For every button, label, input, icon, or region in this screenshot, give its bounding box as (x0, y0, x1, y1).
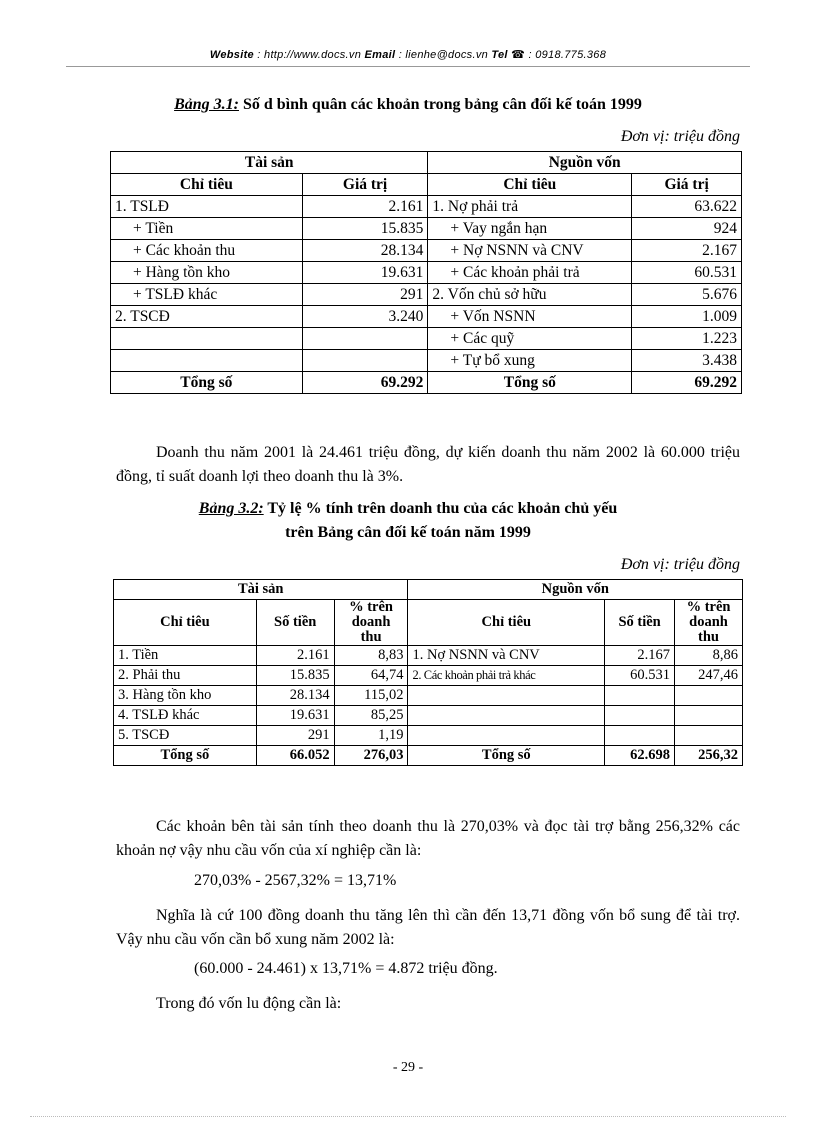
table1-group-assets: Tài sản (111, 152, 428, 174)
table-cell: + Các khoản phải trả (428, 262, 632, 284)
table-cell: 924 (632, 218, 742, 240)
table2 (113, 579, 743, 766)
formula-capital-need: 270,03% - 2567,32% = 13,71% (194, 872, 397, 889)
table-cell: 1. Nợ phải trả (428, 196, 632, 218)
table1-caption (0, 96, 816, 114)
table2-col-item: Chỉ tiêu (114, 600, 257, 646)
table-cell (408, 706, 605, 726)
table-cell (605, 726, 675, 746)
table2-total-row (114, 746, 743, 766)
table2-caption (0, 500, 816, 518)
table-cell (302, 328, 428, 350)
table2-total-label-2: Tổng số (408, 746, 605, 766)
table-cell: 15.835 (256, 666, 334, 686)
table-cell: 64,74 (334, 666, 408, 686)
table-row (111, 240, 742, 262)
table-cell (111, 328, 303, 350)
table2-col-pct (334, 600, 408, 646)
table-cell: + Tự bổ xung (428, 350, 632, 372)
page-bottom-border (30, 1116, 786, 1117)
table-cell: 3. Hàng tồn kho (114, 686, 257, 706)
table-cell: 28.134 (302, 240, 428, 262)
table-cell: 5.676 (632, 284, 742, 306)
table-cell (605, 686, 675, 706)
table2-group-row (114, 580, 743, 600)
table-cell: 8,86 (675, 646, 743, 666)
table2-group-sources: Nguồn vốn (408, 580, 743, 600)
table2-header-row (114, 600, 743, 646)
table2-total-assets-pct: 276,03 (334, 746, 408, 766)
table2-total-label: Tổng số (114, 746, 257, 766)
table-cell: 1. TSLĐ (111, 196, 303, 218)
table-cell: + Các khoản thu (111, 240, 303, 262)
table1-col-value: Giá trị (302, 174, 428, 196)
table1-unit: Đơn vị: triệu đồng (620, 128, 740, 145)
table2-caption-text: Tỷ lệ % tính trên doanh thu của các khoản chủ yếu (263, 500, 618, 517)
table1-group-sources: Nguồn vốn (428, 152, 742, 174)
paragraph-working-capital: Trong đó vốn lu động cần là: (156, 995, 342, 1012)
table-cell: 1. Tiền (114, 646, 257, 666)
table-cell: 3.438 (632, 350, 742, 372)
table-row (111, 218, 742, 240)
table-cell: + Hàng tồn kho (111, 262, 303, 284)
table-cell: 19.631 (256, 706, 334, 726)
table-cell (675, 706, 743, 726)
table2-col-pct-2 (675, 600, 743, 646)
table-row (114, 646, 743, 666)
table-row (111, 350, 742, 372)
table-row (114, 666, 743, 686)
table-cell: 115,02 (334, 686, 408, 706)
header-divider (66, 66, 750, 67)
table-row (111, 306, 742, 328)
table-cell: 4. TSLĐ khác (114, 706, 257, 726)
table-row (111, 284, 742, 306)
table-cell: + Vay ngắn hạn (428, 218, 632, 240)
table-cell: 60.531 (632, 262, 742, 284)
table2-col-pct-line1: % trên (349, 599, 393, 615)
table2-col-pct-line2: doanh (351, 614, 391, 630)
table-cell (302, 350, 428, 372)
table-cell: 2.167 (632, 240, 742, 262)
table-cell: 15.835 (302, 218, 428, 240)
table-row (111, 262, 742, 284)
table-cell: + Vốn NSNN (428, 306, 632, 328)
table-cell (675, 686, 743, 706)
table-cell (605, 706, 675, 726)
table-cell (408, 686, 605, 706)
table2-total-sources-pct: 256,32 (675, 746, 743, 766)
table-cell: 3.240 (302, 306, 428, 328)
table-cell (111, 350, 303, 372)
table-cell: 247,46 (675, 666, 743, 686)
table2-col-amount-2: Số tiền (605, 600, 675, 646)
paragraph-explanation: Nghĩa là cứ 100 đồng doanh thu tăng lên thì cần đến 13,71 đồng vốn bổ sung để tài trợ. Vậy nhu cầu vốn cần bổ xung năm 2002 là: (116, 907, 740, 948)
page-number: - 29 - (392, 1060, 424, 1075)
table1-header-row (111, 174, 742, 196)
table2-group-assets: Tài sản (114, 580, 408, 600)
table-cell: 2. Các khoản phải trả khác (408, 666, 605, 686)
table2-col-pct2-line1: % trên (686, 599, 731, 615)
table2-col-pct-line3: thu (360, 629, 382, 645)
table-cell: 1. Nợ NSNN và CNV (408, 646, 605, 666)
table-cell: 85,25 (334, 706, 408, 726)
table-cell: 1.223 (632, 328, 742, 350)
table2-caption-line2: trên Bảng cân đối kế toán năm 1999 (285, 524, 531, 541)
table-cell: + Tiền (111, 218, 303, 240)
table-row (114, 706, 743, 726)
table-cell: 2.161 (256, 646, 334, 666)
table1-total-row (111, 372, 742, 394)
paragraph-revenue: Doanh thu năm 2001 là 24.461 triệu đồng, dự kiến doanh thu năm 2002 là 60.000 triệu đồng, tỉ suất doanh lợi theo doanh thu là 3%. (116, 444, 740, 485)
table-cell: + Nợ NSNN và CNV (428, 240, 632, 262)
table-row (114, 726, 743, 746)
table-cell: 2.167 (605, 646, 675, 666)
paragraph-assets-ratio: Các khoản bên tài sản tính theo doanh thu là 270,03% và đọc tài trợ bằng 256,32% các khoản nợ vậy nhu cầu vốn của xí nghiệp cần là: (116, 818, 740, 859)
table-cell: 8,83 (334, 646, 408, 666)
table2-total-sources-amount: 62.698 (605, 746, 675, 766)
table-cell: 5. TSCĐ (114, 726, 257, 746)
table2-unit: Đơn vị: triệu đồng (620, 556, 740, 573)
table2-col-pct2-line3: thu (698, 629, 719, 645)
table-cell: 2.161 (302, 196, 428, 218)
table-cell: 1,19 (334, 726, 408, 746)
table1-total-label-2: Tổng số (428, 372, 632, 394)
table2-col-amount: Số tiền (256, 600, 334, 646)
table1-caption-label: Bảng 3.1: (174, 96, 239, 113)
table2-col-item-2: Chỉ tiêu (408, 600, 605, 646)
table-row (114, 686, 743, 706)
table-cell (408, 726, 605, 746)
tel-value: ☎ : 0918.775.368 (507, 49, 607, 61)
page-header (0, 48, 816, 61)
table1-col-item: Chỉ tiêu (111, 174, 303, 196)
website-label: Website (209, 49, 254, 61)
table1 (110, 151, 742, 394)
table-cell: 2. TSCĐ (111, 306, 303, 328)
table1-total-sources: 69.292 (632, 372, 742, 394)
tel-label: Tel (491, 49, 508, 61)
email-value: : lienhe@docs.vn (395, 49, 492, 61)
table1-group-row (111, 152, 742, 174)
table1-total-assets: 69.292 (302, 372, 428, 394)
table-cell: 2. Vốn chủ sở hữu (428, 284, 632, 306)
table-cell: 19.631 (302, 262, 428, 284)
table2-caption-label: Bảng 3.2: (198, 500, 264, 517)
table1-caption-text: Số d bình quân các khoản trong bảng cân đối kế toán 1999 (238, 96, 642, 113)
table1-col-item-2: Chỉ tiêu (428, 174, 632, 196)
table-cell: 291 (302, 284, 428, 306)
table-cell: 291 (256, 726, 334, 746)
table-row (111, 196, 742, 218)
email-label: Email (364, 49, 396, 61)
table-cell (675, 726, 743, 746)
table2-total-assets-amount: 66.052 (256, 746, 334, 766)
table-cell: + Các quỹ (428, 328, 632, 350)
website-value: : http://www.docs.vn (253, 49, 365, 61)
table1-total-label: Tổng số (111, 372, 303, 394)
table1-col-value-2: Giá trị (632, 174, 742, 196)
table-cell: 60.531 (605, 666, 675, 686)
table-cell: 28.134 (256, 686, 334, 706)
table-cell: 63.622 (632, 196, 742, 218)
table2-col-pct2-line2: doanh (689, 614, 728, 630)
table-cell: 2. Phải thu (114, 666, 257, 686)
table-row (111, 328, 742, 350)
formula-capital-2002: (60.000 - 24.461) x 13,71% = 4.872 triệu đồng. (194, 960, 498, 977)
table-cell: 1.009 (632, 306, 742, 328)
table-cell: + TSLĐ khác (111, 284, 303, 306)
